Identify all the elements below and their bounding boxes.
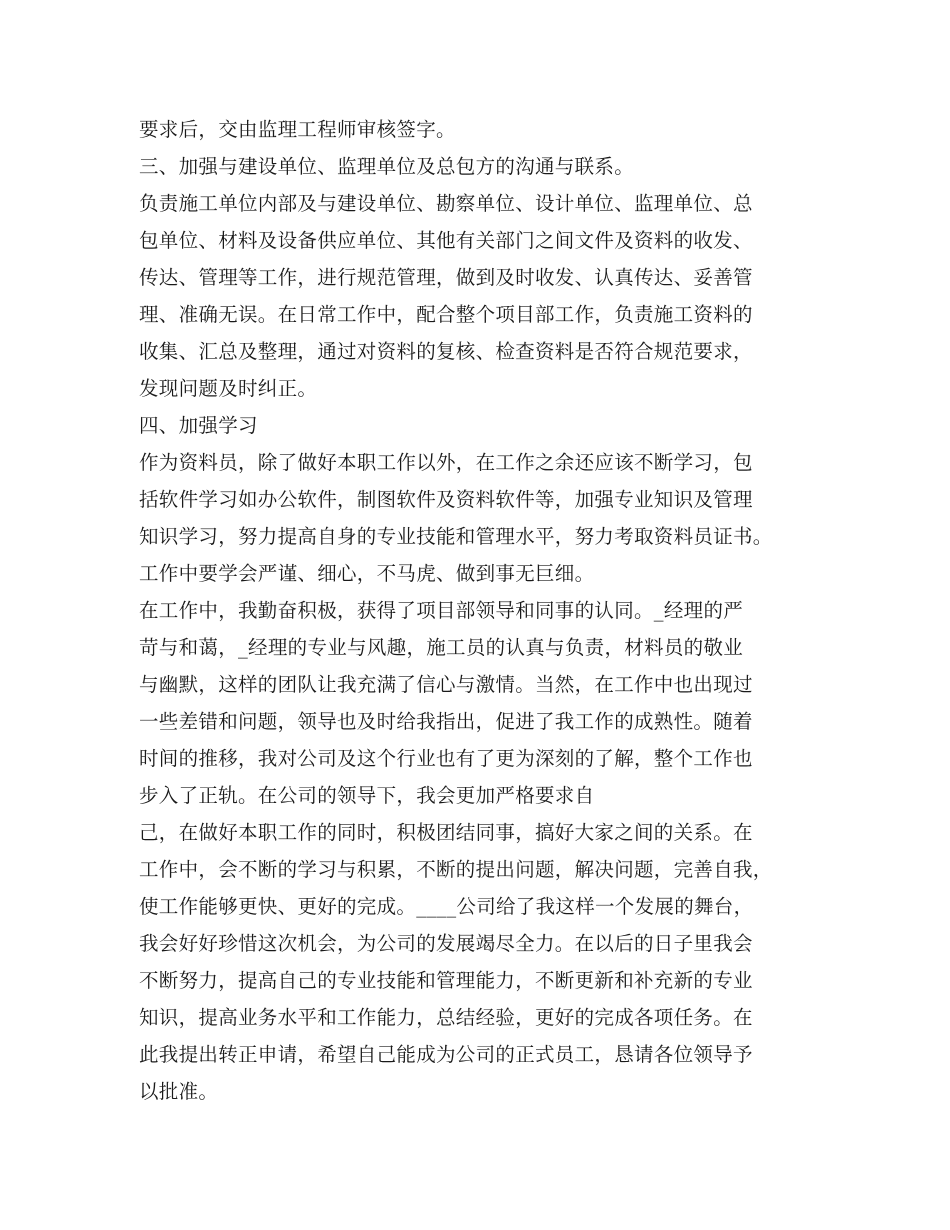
text-line: 与幽默，这样的团队让我充满了信心与激情。当然，在工作中也出现过 bbox=[139, 673, 753, 696]
text-line: 工作中，会不断的学习与积累，不断的提出问题，解决问题，完善自我， bbox=[139, 858, 773, 881]
section-heading: 四、加强学习 bbox=[139, 414, 258, 437]
text-line: 括软件学习如办公软件，制图软件及资料软件等，加强专业知识及管理 bbox=[139, 488, 753, 511]
text-line: 苛与和蔼，_经理的专业与风趣，施工员的认真与负责，材料员的敬业 bbox=[139, 636, 744, 659]
text-line: 理、准确无误。在日常工作中，配合整个项目部工作，负责施工资料的 bbox=[139, 303, 753, 326]
text-line: 工作中要学会严谨、细心，不马虎、做到事无巨细。 bbox=[139, 562, 595, 585]
document-body bbox=[139, 111, 829, 1110]
text-line: 己，在做好本职工作的同时，积极团结同事，搞好大家之间的关系。在 bbox=[139, 821, 753, 844]
section-heading: 三、加强与建设单位、监理单位及总包方的沟通与联系。 bbox=[139, 155, 635, 178]
text-line: 要求后，交由监理工程师审核签字。 bbox=[139, 118, 456, 141]
text-line: 发现问题及时纠正。 bbox=[139, 377, 318, 400]
text-line: 收集、汇总及整理，通过对资料的复核、检查资料是否符合规范要求， bbox=[139, 340, 753, 363]
text-line: 包单位、材料及设备供应单位、其他有关部门之间文件及资料的收发、 bbox=[139, 229, 753, 252]
text-line: 知识，提高业务水平和工作能力，总结经验，更好的完成各项任务。在 bbox=[139, 1006, 753, 1029]
text-line: 我会好好珍惜这次机会，为公司的发展竭尽全力。在以后的日子里我会 bbox=[139, 932, 753, 955]
text-line: 以批准。 bbox=[139, 1080, 219, 1103]
text-line: 作为资料员，除了做好本职工作以外，在工作之余还应该不断学习，包 bbox=[139, 451, 753, 474]
text-line: 传达、管理等工作，进行规范管理，做到及时收发、认真传达、妥善管 bbox=[139, 266, 753, 289]
text-line: 不断努力，提高自己的专业技能和管理能力，不断更新和补充新的专业 bbox=[139, 969, 753, 992]
text-line: 在工作中，我勤奋积极，获得了项目部领导和同事的认同。_经理的严 bbox=[139, 599, 744, 622]
text-line: 知识学习，努力提高自身的专业技能和管理水平，努力考取资料员证书。 bbox=[139, 525, 773, 548]
text-line: 负责施工单位内部及与建设单位、勘察单位、设计单位、监理单位、总 bbox=[139, 192, 753, 215]
text-line: 此我提出转正申请，希望自己能成为公司的正式员工，恳请各位领导予 bbox=[139, 1043, 753, 1066]
text-line: 时间的推移，我对公司及这个行业也有了更为深刻的了解，整个工作也 bbox=[139, 747, 753, 770]
text-line: 步入了正轨。在公司的领导下，我会更加严格要求自 bbox=[139, 784, 595, 807]
text-line: 使工作能够更快、更好的完成。____公司给了我这样一个发展的舞台， bbox=[139, 895, 754, 918]
text-line: 一些差错和问题，领导也及时给我指出，促进了我工作的成熟性。随着 bbox=[139, 710, 753, 733]
